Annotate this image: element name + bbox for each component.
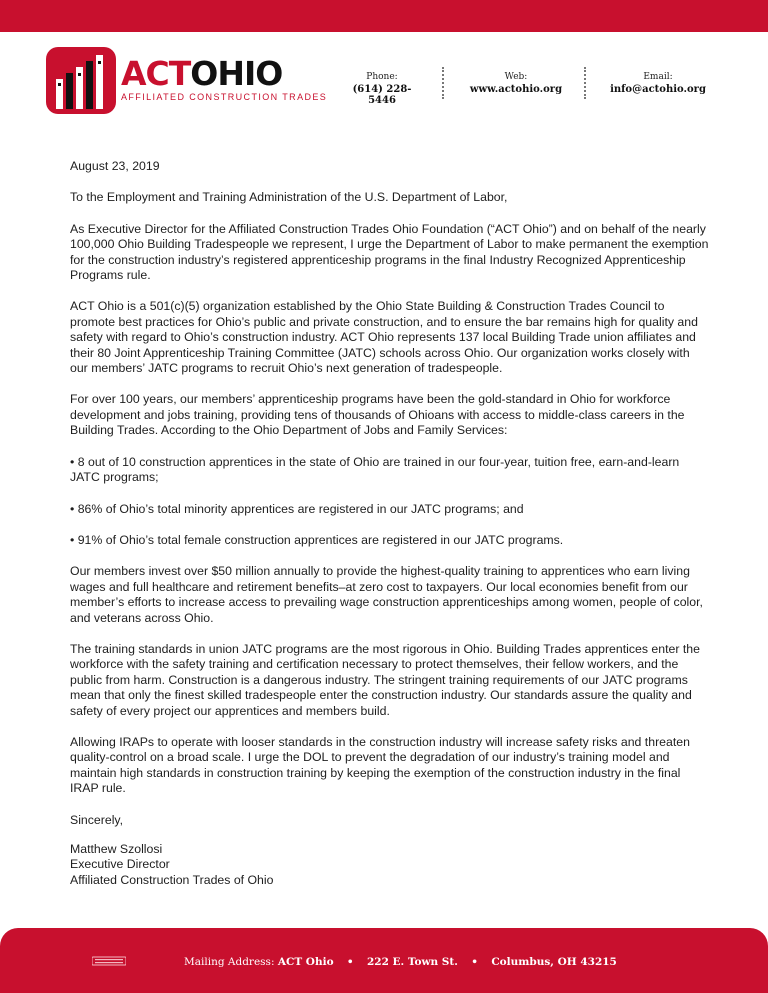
contact-email-label: Email: (643, 72, 673, 82)
letter-closing: Sincerely, (70, 812, 124, 827)
header-band (0, 0, 768, 32)
brand-name (121, 54, 327, 93)
signer-name: Matthew Szollosi (70, 842, 163, 856)
mailing-address (184, 956, 617, 968)
letter-paragraph: The training standards in union JATC programs are the most rigorous in Ohio. Building Trades apprentices enter the workforce with the safety training and certification necessary to protect themselves, their fellow workers, and the public from harm. Construction is a dangerous industry. The stringent training requirements of our JATC programs mean that only the finest skilled tradespeople enter the construction industry. Our standards assure the quality and safety of every project our apprentices and members build. (70, 641, 700, 718)
brand-subtitle: AFFILIATED CONSTRUCTION TRADES (121, 92, 328, 102)
mailing-address-label: Mailing Address: (184, 956, 275, 968)
letter-paragraph: As Executive Director for the Affiliated Construction Trades Ohio Foundation (“ACT Ohio”) and on behalf of the nearly 100,000 Ohio Building Tradespeople we represent, I urge the Department of Labor to make permanent the exemption for the construction industry’s registered apprenticeship programs in the final Industry Recognized Apprenticeship Programs rule. (70, 221, 709, 283)
letter-date: August 23, 2019 (70, 159, 160, 173)
contact-phone (342, 72, 422, 106)
mailing-address-street: 222 E. Town St. (366, 956, 458, 968)
contact-phone-label: Phone: (366, 72, 398, 82)
contact-web-value[interactable]: www.actohio.org (469, 84, 563, 95)
footer-union-logo-icon (92, 956, 126, 966)
letter-body (70, 159, 710, 888)
contact-phone-value: (614) 228-5446 (352, 84, 412, 106)
contact-email (606, 72, 710, 95)
letter-bullet: • 86% of Ohio’s total minority apprentices are registered in our JATC programs; and (70, 501, 524, 516)
contact-divider (442, 67, 444, 99)
letter-paragraph: For over 100 years, our members’ apprenticeship programs have been the gold-standard in Ohio for workforce development and jobs training, providing tens of thousands of Ohioans with access to middle-class careers in the Building Trades. According to the Ohio Department of Jobs and Family Services: (70, 392, 685, 438)
brand-name-act: ACT (121, 54, 191, 93)
brand-name-ohio: OHIO (190, 54, 283, 93)
mailing-address-org: ACT Ohio (277, 956, 334, 968)
letter-paragraph: ACT Ohio is a 501(c)(5) organization established by the Ohio State Building & Construction Trades Council to promote best practices for Ohio’s public and private construction, and to ensure the bar remains high for quality and safety with regard to Ohio’s construction industry. ACT Ohio represents 137 local Building Trade union affiliates and their 80 Joint Apprenticeship Training Committee (JATC) schools across Ohio. Our organization works closely with our members’ JATC programs to recruit Ohio’s next generation of tradespeople. (70, 299, 698, 376)
act-ohio-logo-icon (46, 47, 116, 114)
letter-paragraph: Our members invest over $50 million annually to provide the highest-quality training to apprentices who earn living wages and full healthcare and retirement benefits–at zero cost to taxpayers. Our local economies benefit from our member’s efforts to increase access to prevailing wage construction apprenticeships among women, people of color, and veterans across Ohio. (70, 564, 703, 625)
letter-bullet: • 91% of Ohio’s total female construction apprentices are registered in our JATC programs. (70, 532, 564, 547)
mailing-address-city: Columbus, OH 43215 (491, 956, 617, 968)
address-separator: • (346, 956, 354, 968)
brand-block (121, 54, 328, 102)
letter-paragraph: Allowing IRAPs to operate with looser standards in the construction industry will increase safety risks and threaten quality-control on a broad scale. I urge the DOL to prevent the degradation of our industry’s training model and maintain high standards in construction training by keeping the exemption of the construction industry in the final IRAP rule. (70, 734, 690, 796)
contact-divider (584, 67, 586, 99)
letter-bullet: • 8 out of 10 construction apprentices in the state of Ohio are trained in our four-year, tuition free, earn-and-learn JATC programs; (70, 454, 680, 485)
contact-web-label: Web: (504, 72, 528, 82)
address-separator: • (471, 956, 478, 968)
signature-block (70, 842, 710, 888)
contact-web (466, 72, 566, 95)
footer-band (0, 928, 768, 993)
signer-title: Executive Director (70, 857, 170, 872)
letter-salutation: To the Employment and Training Administration of the U.S. Department of Labor, (70, 190, 508, 205)
contact-email-value[interactable]: info@actohio.org (610, 84, 706, 95)
signer-org: Affiliated Construction Trades of Ohio (70, 872, 274, 887)
